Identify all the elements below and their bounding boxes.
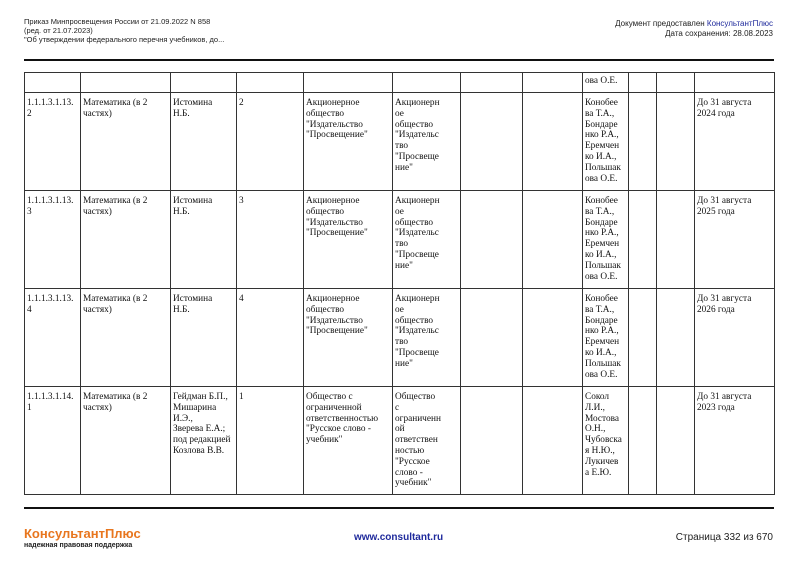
table-cell: 4 — [237, 289, 304, 387]
table-cell — [695, 73, 775, 93]
table-cell: Общество с ограниченной ответственностью "Русское слово - учебник" — [304, 387, 393, 495]
table-cell — [304, 73, 393, 93]
table-cell — [461, 191, 523, 289]
table-cell — [523, 387, 583, 495]
footer-tagline: надежная правовая поддержка — [24, 542, 133, 549]
table-cell — [461, 387, 523, 495]
table-cell — [657, 73, 695, 93]
table-cell — [629, 387, 657, 495]
table-cell: Акционерное общество "Издательство "Просвещение" — [304, 191, 393, 289]
table-row — [25, 387, 775, 495]
site-link[interactable]: www.consultant.ru — [354, 532, 444, 543]
table-cell: До 31 августа 2023 года — [695, 387, 775, 495]
table-cell: Истомина Н.Б. — [171, 289, 237, 387]
table-cell — [81, 73, 171, 93]
provided-label: Документ предоставлен — [615, 19, 707, 28]
header-divider — [24, 59, 774, 61]
table-cell: Истомина Н.Б. — [171, 191, 237, 289]
table-cell: ова О.Е. — [583, 73, 629, 93]
table-cell — [461, 73, 523, 93]
table-cell: Акционерн ое общество "Издательс тво "Просвеще ние" — [393, 191, 461, 289]
table-cell: Акционерное общество "Издательство "Просвещение" — [304, 289, 393, 387]
table-cell: Конобее ва Т.А., Бондаре нко Р.А., Еремчен ко И.А., Польшак ова О.Е. — [583, 289, 629, 387]
table-cell: Общество с ограниченн ой ответствен ностью "Русское слово - учебник" — [393, 387, 461, 495]
save-date: Дата сохранения: 28.08.2023 — [665, 28, 773, 38]
table-cell: 3 — [237, 191, 304, 289]
table-cell — [629, 191, 657, 289]
table-cell — [657, 289, 695, 387]
footer-logo: КонсультантПлюс — [24, 526, 141, 541]
table-cell: Гейдман Б.П., Мишарина И.Э., Зверева Е.А.; под редакцией Козлова В.В. — [171, 387, 237, 495]
textbook-table — [24, 72, 775, 495]
footer-divider — [24, 507, 774, 509]
table-cell: 1 — [237, 387, 304, 495]
table-cell: До 31 августа 2026 года — [695, 289, 775, 387]
table-cell: Математика (в 2 частях) — [81, 387, 171, 495]
table-cell — [629, 289, 657, 387]
table-cell — [657, 387, 695, 495]
table-row — [25, 191, 775, 289]
table-cell: Акционерн ое общество "Издательс тво "Просвеще ние" — [393, 93, 461, 191]
table-cell — [523, 73, 583, 93]
table-cell: Акционерн ое общество "Издательс тво "Просвеще ние" — [393, 289, 461, 387]
table-cell: Математика (в 2 частях) — [81, 93, 171, 191]
table-row — [25, 289, 775, 387]
table-row — [25, 93, 775, 191]
table-cell: Конобее ва Т.А., Бондаре нко Р.А., Еремчен ко И.А., Польшак ова О.Е. — [583, 93, 629, 191]
page-number: Страница 332 из 670 — [675, 532, 773, 543]
table-cell: 1.1.1.3.1.13. 3 — [25, 191, 81, 289]
table-cell — [461, 289, 523, 387]
table-cell: До 31 августа 2025 года — [695, 191, 775, 289]
table-cell — [657, 93, 695, 191]
table-cell: 1.1.1.3.1.13. 2 — [25, 93, 81, 191]
table-cell — [523, 289, 583, 387]
table-cell — [393, 73, 461, 93]
table-cell — [171, 73, 237, 93]
table-cell: Конобее ва Т.А., Бондаре нко Р.А., Еремчен ко И.А., Польшак ова О.Е. — [583, 191, 629, 289]
table-cell — [237, 73, 304, 93]
table-cell: До 31 августа 2024 года — [695, 93, 775, 191]
brand-link[interactable]: КонсультантПлюс — [706, 19, 773, 28]
table-cell: 1.1.1.3.1.14. 1 — [25, 387, 81, 495]
table-cell — [523, 93, 583, 191]
table-cell — [629, 93, 657, 191]
table-cell — [461, 93, 523, 191]
table-cell — [25, 73, 81, 93]
document-title: Приказ Минпросвещения России от 21.09.2022 N 858 (ред. от 21.07.2023) "Об утверждении федерального перечня учебников, до... — [24, 17, 225, 44]
table-cell: Акционерное общество "Издательство "Просвещение" — [304, 93, 393, 191]
table-cell — [523, 191, 583, 289]
table-cell: 1.1.1.3.1.13. 4 — [25, 289, 81, 387]
table-cell — [629, 73, 657, 93]
table-cell: 2 — [237, 93, 304, 191]
table-cell — [657, 191, 695, 289]
table-row — [25, 73, 775, 93]
table-cell: Истомина Н.Б. — [171, 93, 237, 191]
header-right — [615, 19, 773, 38]
table-cell: Математика (в 2 частях) — [81, 289, 171, 387]
table-cell: Сокол Л.И., Мостова О.Н., Чубовска я Н.Ю., Лукичев а Е.Ю. — [583, 387, 629, 495]
table-cell: Математика (в 2 частях) — [81, 191, 171, 289]
